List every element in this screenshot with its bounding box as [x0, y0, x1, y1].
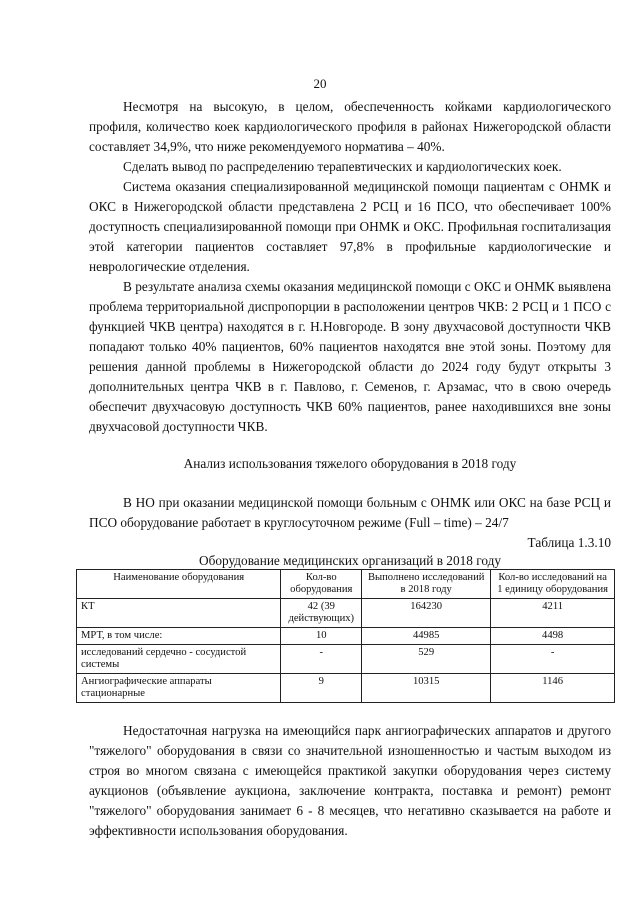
- table-row: [77, 645, 615, 674]
- table-cell: 9: [281, 674, 362, 703]
- table-cell: 529: [362, 645, 491, 674]
- table-row: [77, 599, 615, 628]
- paragraph: Несмотря на высокую, в целом, обеспеченность койками кардиологического профиля, количество коек кардиологического профиля в районах Нижегородской области составляет 34,9%, что ниже рекомендуемого норматива – 40%.: [89, 99, 611, 154]
- table-cell: КТ: [77, 599, 281, 628]
- table-cell: 164230: [362, 599, 491, 628]
- table-row: [77, 674, 615, 703]
- table-cell: 4211: [491, 599, 615, 628]
- table-header-row: [77, 570, 615, 599]
- table-cell: 10: [281, 628, 362, 645]
- section-heading: Анализ использования тяжелого оборудования в 2018 году: [183, 456, 517, 471]
- table-caption: Оборудование медицинских организаций в 2018 году: [198, 553, 502, 568]
- paragraph: В результате анализа схемы оказания медицинской помощи с ОКС и ОНМК выявлена проблема территориальной диспропорции в расположении центров ЧКВ: 2 РСЦ и 1 ПСО с функцией ЧКВ центра) находятся в г. Н.Новгороде. В зону двухчасовой доступности ЧКВ попадают только 40% пациентов, 60% пациентов находятся вне этой зоны. Поэтому для решения данной проблемы в Нижегородской области до 2024 году будут открыты 3 дополнительных центра ЧКВ в г. Павлово, г. Семенов, г. Арзамас, что в свою очередь обеспечит двухчасовую доступность ЧКВ 60% пациентов, ранее находившихся вне зоны двухчасовой доступности ЧКВ.: [89, 279, 611, 434]
- paragraph: Сделать вывод по распределению терапевтических и кардиологических коек.: [123, 159, 562, 174]
- equipment-table: [76, 569, 615, 703]
- paragraph-equipment: В НО при оказании медицинской помощи больным с ОНМК или ОКС на базе РСЦ и ПСО оборудование работает в круглосуточном режиме (Full – time) – 24/7: [89, 495, 611, 530]
- table-cell: 44985: [362, 628, 491, 645]
- header-studies-per-unit: Кол-во исследований на 1 единицу оборудования: [491, 570, 615, 599]
- header-equipment-count: Кол-во оборудования: [281, 570, 362, 599]
- table-cell: 1146: [491, 674, 615, 703]
- table-number: Таблица 1.3.10: [527, 535, 611, 550]
- table-cell: 42 (39 действующих): [281, 599, 362, 628]
- page-number: 20: [313, 76, 327, 91]
- document-body: [81, 97, 611, 841]
- table-cell: 4498: [491, 628, 615, 645]
- table-cell: МРТ, в том числе:: [77, 628, 281, 645]
- header-studies-done: Выполнено исследований в 2018 году: [362, 570, 491, 599]
- table-cell: исследований сердечно - сосудистой системы: [77, 645, 281, 674]
- table-row: [77, 628, 615, 645]
- header-equipment-name: Наименование оборудования: [77, 570, 281, 599]
- paragraph-bottom: Недостаточная нагрузка на имеющийся парк ангиографических аппаратов и другого "тяжелого" оборудования в связи со значительной изношенностью и частым выходом из строя во многом связана с имеющейся практикой закупки оборудования через систему аукционов (объявление аукциона, заключение контракта, поставка и ремонт) ремонт "тяжелого" оборудования занимает 6 - 8 месяцев, что негативно сказывается на работе и эффективности использования оборудования.: [89, 723, 611, 838]
- table-cell: 10315: [362, 674, 491, 703]
- paragraph: Система оказания специализированной медицинской помощи пациентам с ОНМК и ОКС в Нижегородской области представлена 2 РСЦ и 16 ПСО, что обеспечивает 100% доступность специализированной помощи при ОНМК и ОКС. Профильная госпитализация этой категории пациентов составляет 97,8% в профильные кардиологические и неврологические отделения.: [89, 179, 611, 274]
- table-cell: Ангиографические аппараты стационарные: [77, 674, 281, 703]
- table-cell: -: [491, 645, 615, 674]
- table-cell: -: [281, 645, 362, 674]
